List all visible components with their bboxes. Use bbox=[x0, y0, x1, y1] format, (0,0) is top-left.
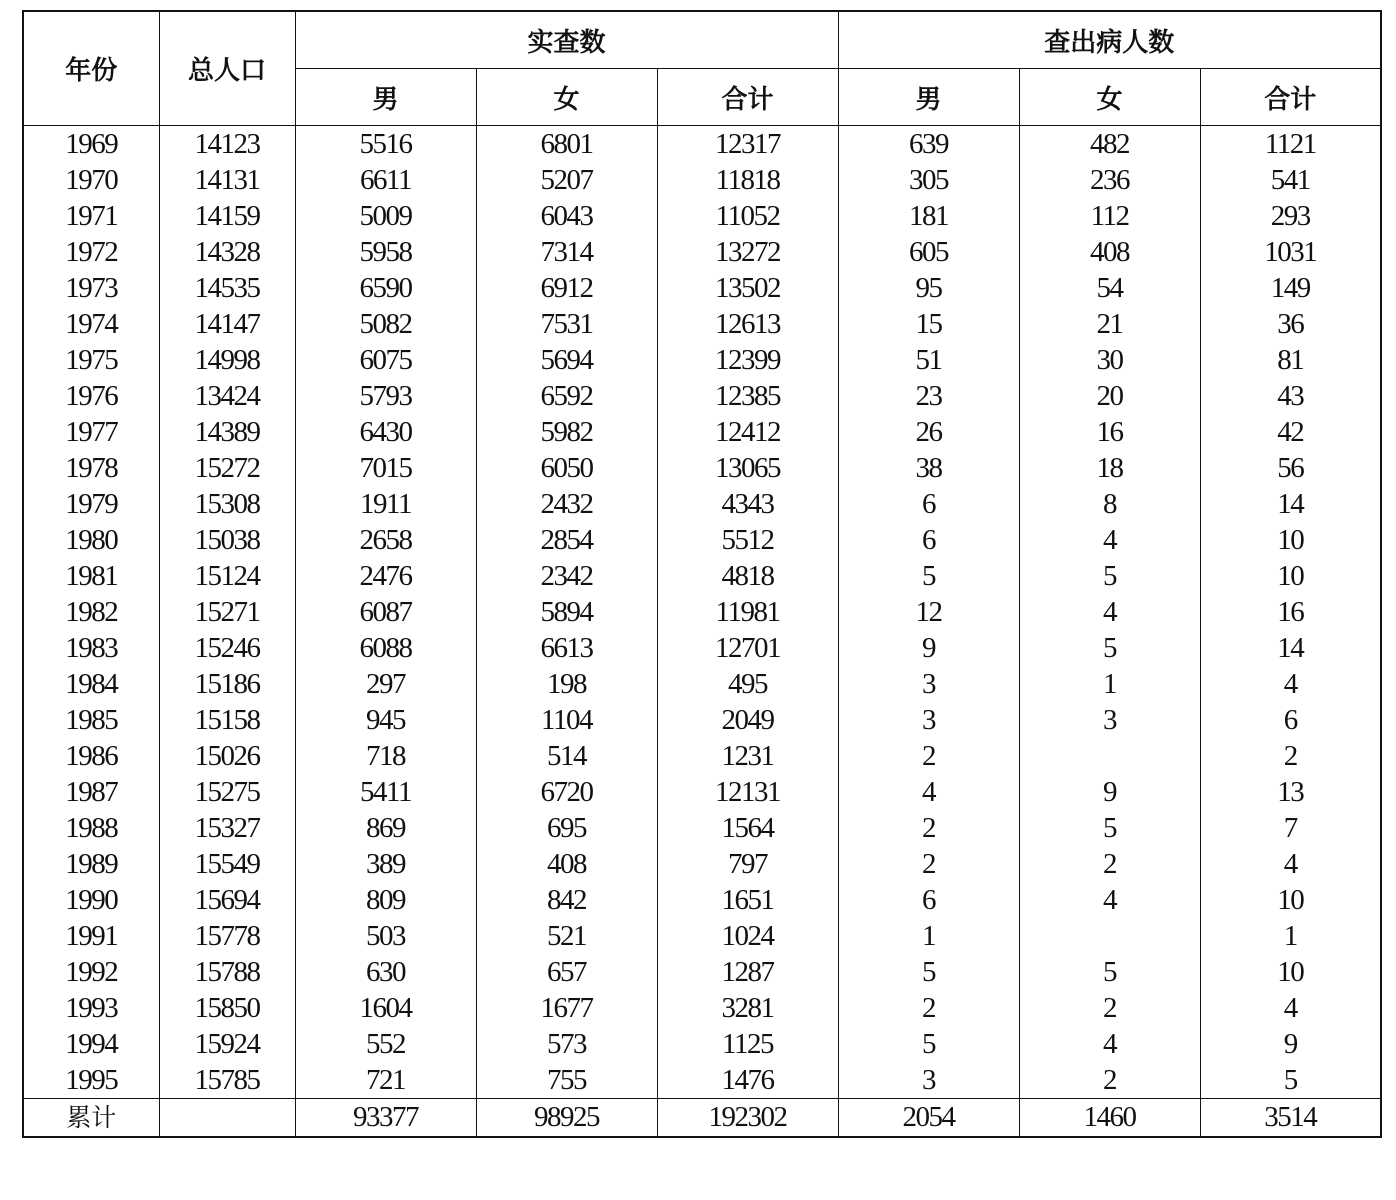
examined-total-cell: 12399 bbox=[657, 342, 838, 378]
cases-female-cell: 5 bbox=[1019, 630, 1200, 666]
total-row-label: 累计 bbox=[23, 1099, 159, 1138]
examined-total-cell: 1651 bbox=[657, 882, 838, 918]
examined-total-cell: 12701 bbox=[657, 630, 838, 666]
cases-total-cell: 9 bbox=[1200, 1026, 1381, 1062]
examined-female-cell: 6720 bbox=[476, 774, 657, 810]
cases-total-cell: 13 bbox=[1200, 774, 1381, 810]
examined-male-cell: 630 bbox=[295, 954, 476, 990]
cases-female-cell: 18 bbox=[1019, 450, 1200, 486]
header-examined-group: 实查数 bbox=[295, 11, 838, 69]
population-cell: 14998 bbox=[159, 342, 295, 378]
cases-total-cell: 10 bbox=[1200, 558, 1381, 594]
table-row bbox=[23, 378, 1381, 414]
population-cell: 15246 bbox=[159, 630, 295, 666]
examined-male-cell: 5411 bbox=[295, 774, 476, 810]
total-row-examined-male: 93377 bbox=[295, 1099, 476, 1138]
year-cell: 1995 bbox=[23, 1062, 159, 1099]
population-cell: 14123 bbox=[159, 126, 295, 163]
cases-female-cell: 4 bbox=[1019, 594, 1200, 630]
cases-total-cell: 4 bbox=[1200, 846, 1381, 882]
examined-male-cell: 389 bbox=[295, 846, 476, 882]
examined-male-cell: 297 bbox=[295, 666, 476, 702]
examined-male-cell: 6087 bbox=[295, 594, 476, 630]
examined-female-cell: 198 bbox=[476, 666, 657, 702]
cases-female-cell: 4 bbox=[1019, 522, 1200, 558]
examined-male-cell: 6590 bbox=[295, 270, 476, 306]
year-cell: 1987 bbox=[23, 774, 159, 810]
cases-female-cell: 1 bbox=[1019, 666, 1200, 702]
population-cell: 15308 bbox=[159, 486, 295, 522]
table-row bbox=[23, 882, 1381, 918]
table-row bbox=[23, 126, 1381, 163]
population-cell: 15124 bbox=[159, 558, 295, 594]
population-cell: 14159 bbox=[159, 198, 295, 234]
examined-male-cell: 6611 bbox=[295, 162, 476, 198]
cases-male-cell: 3 bbox=[838, 702, 1019, 738]
cases-male-cell: 95 bbox=[838, 270, 1019, 306]
cases-total-cell: 10 bbox=[1200, 954, 1381, 990]
examined-female-cell: 6912 bbox=[476, 270, 657, 306]
year-cell: 1977 bbox=[23, 414, 159, 450]
cases-total-cell: 6 bbox=[1200, 702, 1381, 738]
population-cell: 13424 bbox=[159, 378, 295, 414]
cases-total-cell: 4 bbox=[1200, 990, 1381, 1026]
examined-male-cell: 869 bbox=[295, 810, 476, 846]
year-cell: 1994 bbox=[23, 1026, 159, 1062]
examined-male-cell: 2476 bbox=[295, 558, 476, 594]
examined-total-cell: 1125 bbox=[657, 1026, 838, 1062]
examined-male-cell: 718 bbox=[295, 738, 476, 774]
cases-total-cell: 1031 bbox=[1200, 234, 1381, 270]
examined-female-cell: 6613 bbox=[476, 630, 657, 666]
cases-total-cell: 14 bbox=[1200, 486, 1381, 522]
examined-male-cell: 5958 bbox=[295, 234, 476, 270]
examined-male-cell: 5793 bbox=[295, 378, 476, 414]
cases-male-cell: 5 bbox=[838, 558, 1019, 594]
examined-total-cell: 12412 bbox=[657, 414, 838, 450]
examined-male-cell: 6088 bbox=[295, 630, 476, 666]
examined-female-cell: 2342 bbox=[476, 558, 657, 594]
cases-female-cell: 2 bbox=[1019, 846, 1200, 882]
year-cell: 1979 bbox=[23, 486, 159, 522]
population-cell: 14147 bbox=[159, 306, 295, 342]
examined-female-cell: 573 bbox=[476, 1026, 657, 1062]
examined-female-cell: 842 bbox=[476, 882, 657, 918]
cases-male-cell: 181 bbox=[838, 198, 1019, 234]
header-examined-total: 合计 bbox=[657, 69, 838, 126]
header-total-population: 总人口 bbox=[159, 11, 295, 126]
year-cell: 1969 bbox=[23, 126, 159, 163]
population-cell: 15026 bbox=[159, 738, 295, 774]
cases-male-cell: 6 bbox=[838, 486, 1019, 522]
year-cell: 1970 bbox=[23, 162, 159, 198]
examined-female-cell: 6050 bbox=[476, 450, 657, 486]
cases-female-cell: 5 bbox=[1019, 558, 1200, 594]
year-cell: 1984 bbox=[23, 666, 159, 702]
examined-female-cell: 7314 bbox=[476, 234, 657, 270]
header-examined-male: 男 bbox=[295, 69, 476, 126]
population-cell: 15788 bbox=[159, 954, 295, 990]
cases-male-cell: 639 bbox=[838, 126, 1019, 163]
year-cell: 1976 bbox=[23, 378, 159, 414]
examined-total-cell: 11981 bbox=[657, 594, 838, 630]
year-cell: 1980 bbox=[23, 522, 159, 558]
examined-total-cell: 3281 bbox=[657, 990, 838, 1026]
examined-female-cell: 5207 bbox=[476, 162, 657, 198]
total-row-cases-total: 3514 bbox=[1200, 1099, 1381, 1138]
cases-total-cell: 293 bbox=[1200, 198, 1381, 234]
cases-male-cell: 5 bbox=[838, 1026, 1019, 1062]
examined-total-cell: 12131 bbox=[657, 774, 838, 810]
examined-female-cell: 6043 bbox=[476, 198, 657, 234]
table-row bbox=[23, 558, 1381, 594]
cases-female-cell: 9 bbox=[1019, 774, 1200, 810]
table-row bbox=[23, 162, 1381, 198]
examined-male-cell: 809 bbox=[295, 882, 476, 918]
year-cell: 1971 bbox=[23, 198, 159, 234]
table-row bbox=[23, 738, 1381, 774]
statistics-table-container bbox=[22, 10, 1380, 1138]
cases-total-cell: 14 bbox=[1200, 630, 1381, 666]
cases-female-cell: 54 bbox=[1019, 270, 1200, 306]
cases-female-cell: 5 bbox=[1019, 810, 1200, 846]
examined-total-cell: 12385 bbox=[657, 378, 838, 414]
cases-male-cell: 305 bbox=[838, 162, 1019, 198]
cases-male-cell: 3 bbox=[838, 1062, 1019, 1099]
examined-female-cell: 755 bbox=[476, 1062, 657, 1099]
cases-total-cell: 7 bbox=[1200, 810, 1381, 846]
cases-total-cell: 1 bbox=[1200, 918, 1381, 954]
table-row bbox=[23, 594, 1381, 630]
table-row bbox=[23, 702, 1381, 738]
examined-male-cell: 945 bbox=[295, 702, 476, 738]
total-row-cases-male: 2054 bbox=[838, 1099, 1019, 1138]
examined-total-cell: 495 bbox=[657, 666, 838, 702]
header-cases-female: 女 bbox=[1019, 69, 1200, 126]
cases-total-cell: 10 bbox=[1200, 882, 1381, 918]
examined-female-cell: 5694 bbox=[476, 342, 657, 378]
cases-female-cell: 4 bbox=[1019, 882, 1200, 918]
table-row bbox=[23, 630, 1381, 666]
table-row bbox=[23, 414, 1381, 450]
header-cases-total: 合计 bbox=[1200, 69, 1381, 126]
total-row bbox=[23, 1099, 1381, 1138]
table-body bbox=[23, 126, 1381, 1099]
cases-male-cell: 3 bbox=[838, 666, 1019, 702]
cases-male-cell: 23 bbox=[838, 378, 1019, 414]
cases-male-cell: 605 bbox=[838, 234, 1019, 270]
table-row bbox=[23, 450, 1381, 486]
table-row bbox=[23, 522, 1381, 558]
examined-male-cell: 7015 bbox=[295, 450, 476, 486]
table-row bbox=[23, 198, 1381, 234]
cases-total-cell: 43 bbox=[1200, 378, 1381, 414]
cases-female-cell: 112 bbox=[1019, 198, 1200, 234]
cases-female-cell bbox=[1019, 738, 1200, 774]
table-row bbox=[23, 306, 1381, 342]
cases-male-cell: 26 bbox=[838, 414, 1019, 450]
cases-male-cell: 6 bbox=[838, 882, 1019, 918]
table-row bbox=[23, 954, 1381, 990]
examined-male-cell: 5009 bbox=[295, 198, 476, 234]
cases-total-cell: 149 bbox=[1200, 270, 1381, 306]
year-cell: 1988 bbox=[23, 810, 159, 846]
table-row bbox=[23, 1062, 1381, 1099]
year-cell: 1992 bbox=[23, 954, 159, 990]
examined-total-cell: 797 bbox=[657, 846, 838, 882]
cases-total-cell: 4 bbox=[1200, 666, 1381, 702]
population-cell: 15158 bbox=[159, 702, 295, 738]
examined-male-cell: 6430 bbox=[295, 414, 476, 450]
cases-total-cell: 1121 bbox=[1200, 126, 1381, 163]
cases-total-cell: 541 bbox=[1200, 162, 1381, 198]
examined-male-cell: 552 bbox=[295, 1026, 476, 1062]
population-cell: 15850 bbox=[159, 990, 295, 1026]
cases-total-cell: 16 bbox=[1200, 594, 1381, 630]
cases-female-cell: 16 bbox=[1019, 414, 1200, 450]
population-cell: 14535 bbox=[159, 270, 295, 306]
examined-female-cell: 695 bbox=[476, 810, 657, 846]
cases-male-cell: 51 bbox=[838, 342, 1019, 378]
examined-female-cell: 2854 bbox=[476, 522, 657, 558]
cases-male-cell: 9 bbox=[838, 630, 1019, 666]
examined-male-cell: 721 bbox=[295, 1062, 476, 1099]
population-cell: 15038 bbox=[159, 522, 295, 558]
total-row-cases-female: 1460 bbox=[1019, 1099, 1200, 1138]
table-footer bbox=[23, 1099, 1381, 1138]
cases-total-cell: 42 bbox=[1200, 414, 1381, 450]
cases-total-cell: 5 bbox=[1200, 1062, 1381, 1099]
year-cell: 1989 bbox=[23, 846, 159, 882]
examined-total-cell: 12317 bbox=[657, 126, 838, 163]
examined-total-cell: 13065 bbox=[657, 450, 838, 486]
examined-male-cell: 5516 bbox=[295, 126, 476, 163]
cases-female-cell: 20 bbox=[1019, 378, 1200, 414]
cases-male-cell: 1 bbox=[838, 918, 1019, 954]
cases-male-cell: 2 bbox=[838, 990, 1019, 1026]
year-cell: 1973 bbox=[23, 270, 159, 306]
year-cell: 1983 bbox=[23, 630, 159, 666]
year-cell: 1974 bbox=[23, 306, 159, 342]
population-cell: 15549 bbox=[159, 846, 295, 882]
examined-male-cell: 6075 bbox=[295, 342, 476, 378]
year-cell: 1990 bbox=[23, 882, 159, 918]
examined-male-cell: 2658 bbox=[295, 522, 476, 558]
cases-male-cell: 12 bbox=[838, 594, 1019, 630]
examined-total-cell: 1231 bbox=[657, 738, 838, 774]
table-row bbox=[23, 918, 1381, 954]
examined-total-cell: 1564 bbox=[657, 810, 838, 846]
header-cases-group: 查出病人数 bbox=[838, 11, 1381, 69]
table-row bbox=[23, 846, 1381, 882]
year-cell: 1975 bbox=[23, 342, 159, 378]
population-cell: 15272 bbox=[159, 450, 295, 486]
total-row-population bbox=[159, 1099, 295, 1138]
table-row bbox=[23, 774, 1381, 810]
examined-total-cell: 4818 bbox=[657, 558, 838, 594]
population-cell: 15924 bbox=[159, 1026, 295, 1062]
examined-female-cell: 5982 bbox=[476, 414, 657, 450]
examined-total-cell: 1287 bbox=[657, 954, 838, 990]
year-cell: 1985 bbox=[23, 702, 159, 738]
examined-male-cell: 503 bbox=[295, 918, 476, 954]
examined-total-cell: 13272 bbox=[657, 234, 838, 270]
examined-female-cell: 5894 bbox=[476, 594, 657, 630]
header-year: 年份 bbox=[23, 11, 159, 126]
year-cell: 1986 bbox=[23, 738, 159, 774]
cases-female-cell: 5 bbox=[1019, 954, 1200, 990]
table-row bbox=[23, 990, 1381, 1026]
population-cell: 15785 bbox=[159, 1062, 295, 1099]
examined-female-cell: 521 bbox=[476, 918, 657, 954]
table-row bbox=[23, 270, 1381, 306]
cases-female-cell: 3 bbox=[1019, 702, 1200, 738]
year-cell: 1982 bbox=[23, 594, 159, 630]
examined-female-cell: 2432 bbox=[476, 486, 657, 522]
population-cell: 15271 bbox=[159, 594, 295, 630]
cases-female-cell: 408 bbox=[1019, 234, 1200, 270]
population-cell: 14389 bbox=[159, 414, 295, 450]
cases-female-cell: 2 bbox=[1019, 1062, 1200, 1099]
cases-female-cell: 236 bbox=[1019, 162, 1200, 198]
cases-male-cell: 4 bbox=[838, 774, 1019, 810]
cases-male-cell: 5 bbox=[838, 954, 1019, 990]
examined-total-cell: 11818 bbox=[657, 162, 838, 198]
examined-female-cell: 6801 bbox=[476, 126, 657, 163]
population-cell: 15186 bbox=[159, 666, 295, 702]
table-header bbox=[23, 11, 1381, 126]
examined-total-cell: 5512 bbox=[657, 522, 838, 558]
cases-male-cell: 2 bbox=[838, 738, 1019, 774]
year-cell: 1981 bbox=[23, 558, 159, 594]
cases-male-cell: 2 bbox=[838, 810, 1019, 846]
examined-total-cell: 13502 bbox=[657, 270, 838, 306]
examined-total-cell: 11052 bbox=[657, 198, 838, 234]
cases-total-cell: 81 bbox=[1200, 342, 1381, 378]
table-row bbox=[23, 234, 1381, 270]
cases-male-cell: 2 bbox=[838, 846, 1019, 882]
year-cell: 1978 bbox=[23, 450, 159, 486]
examined-total-cell: 1476 bbox=[657, 1062, 838, 1099]
total-row-examined-female: 98925 bbox=[476, 1099, 657, 1138]
examined-female-cell: 657 bbox=[476, 954, 657, 990]
table-row bbox=[23, 666, 1381, 702]
table-row bbox=[23, 810, 1381, 846]
examined-female-cell: 7531 bbox=[476, 306, 657, 342]
table-row bbox=[23, 1026, 1381, 1062]
year-cell: 1972 bbox=[23, 234, 159, 270]
population-cell: 15275 bbox=[159, 774, 295, 810]
header-cases-male: 男 bbox=[838, 69, 1019, 126]
examined-total-cell: 2049 bbox=[657, 702, 838, 738]
population-cell: 14131 bbox=[159, 162, 295, 198]
total-row-examined-total: 192302 bbox=[657, 1099, 838, 1138]
cases-female-cell: 482 bbox=[1019, 126, 1200, 163]
cases-total-cell: 10 bbox=[1200, 522, 1381, 558]
population-cell: 14328 bbox=[159, 234, 295, 270]
table-row bbox=[23, 342, 1381, 378]
cases-female-cell: 21 bbox=[1019, 306, 1200, 342]
examined-male-cell: 5082 bbox=[295, 306, 476, 342]
screening-statistics-table bbox=[22, 10, 1382, 1138]
cases-total-cell: 56 bbox=[1200, 450, 1381, 486]
cases-total-cell: 2 bbox=[1200, 738, 1381, 774]
population-cell: 15778 bbox=[159, 918, 295, 954]
examined-female-cell: 408 bbox=[476, 846, 657, 882]
cases-female-cell: 2 bbox=[1019, 990, 1200, 1026]
cases-female-cell bbox=[1019, 918, 1200, 954]
examined-female-cell: 6592 bbox=[476, 378, 657, 414]
examined-female-cell: 1104 bbox=[476, 702, 657, 738]
cases-total-cell: 36 bbox=[1200, 306, 1381, 342]
population-cell: 15327 bbox=[159, 810, 295, 846]
cases-female-cell: 4 bbox=[1019, 1026, 1200, 1062]
population-cell: 15694 bbox=[159, 882, 295, 918]
cases-male-cell: 38 bbox=[838, 450, 1019, 486]
examined-male-cell: 1604 bbox=[295, 990, 476, 1026]
examined-total-cell: 4343 bbox=[657, 486, 838, 522]
examined-female-cell: 1677 bbox=[476, 990, 657, 1026]
examined-male-cell: 1911 bbox=[295, 486, 476, 522]
examined-female-cell: 514 bbox=[476, 738, 657, 774]
cases-male-cell: 15 bbox=[838, 306, 1019, 342]
year-cell: 1993 bbox=[23, 990, 159, 1026]
table-row bbox=[23, 486, 1381, 522]
year-cell: 1991 bbox=[23, 918, 159, 954]
header-examined-female: 女 bbox=[476, 69, 657, 126]
cases-male-cell: 6 bbox=[838, 522, 1019, 558]
cases-female-cell: 30 bbox=[1019, 342, 1200, 378]
examined-total-cell: 12613 bbox=[657, 306, 838, 342]
examined-total-cell: 1024 bbox=[657, 918, 838, 954]
cases-female-cell: 8 bbox=[1019, 486, 1200, 522]
